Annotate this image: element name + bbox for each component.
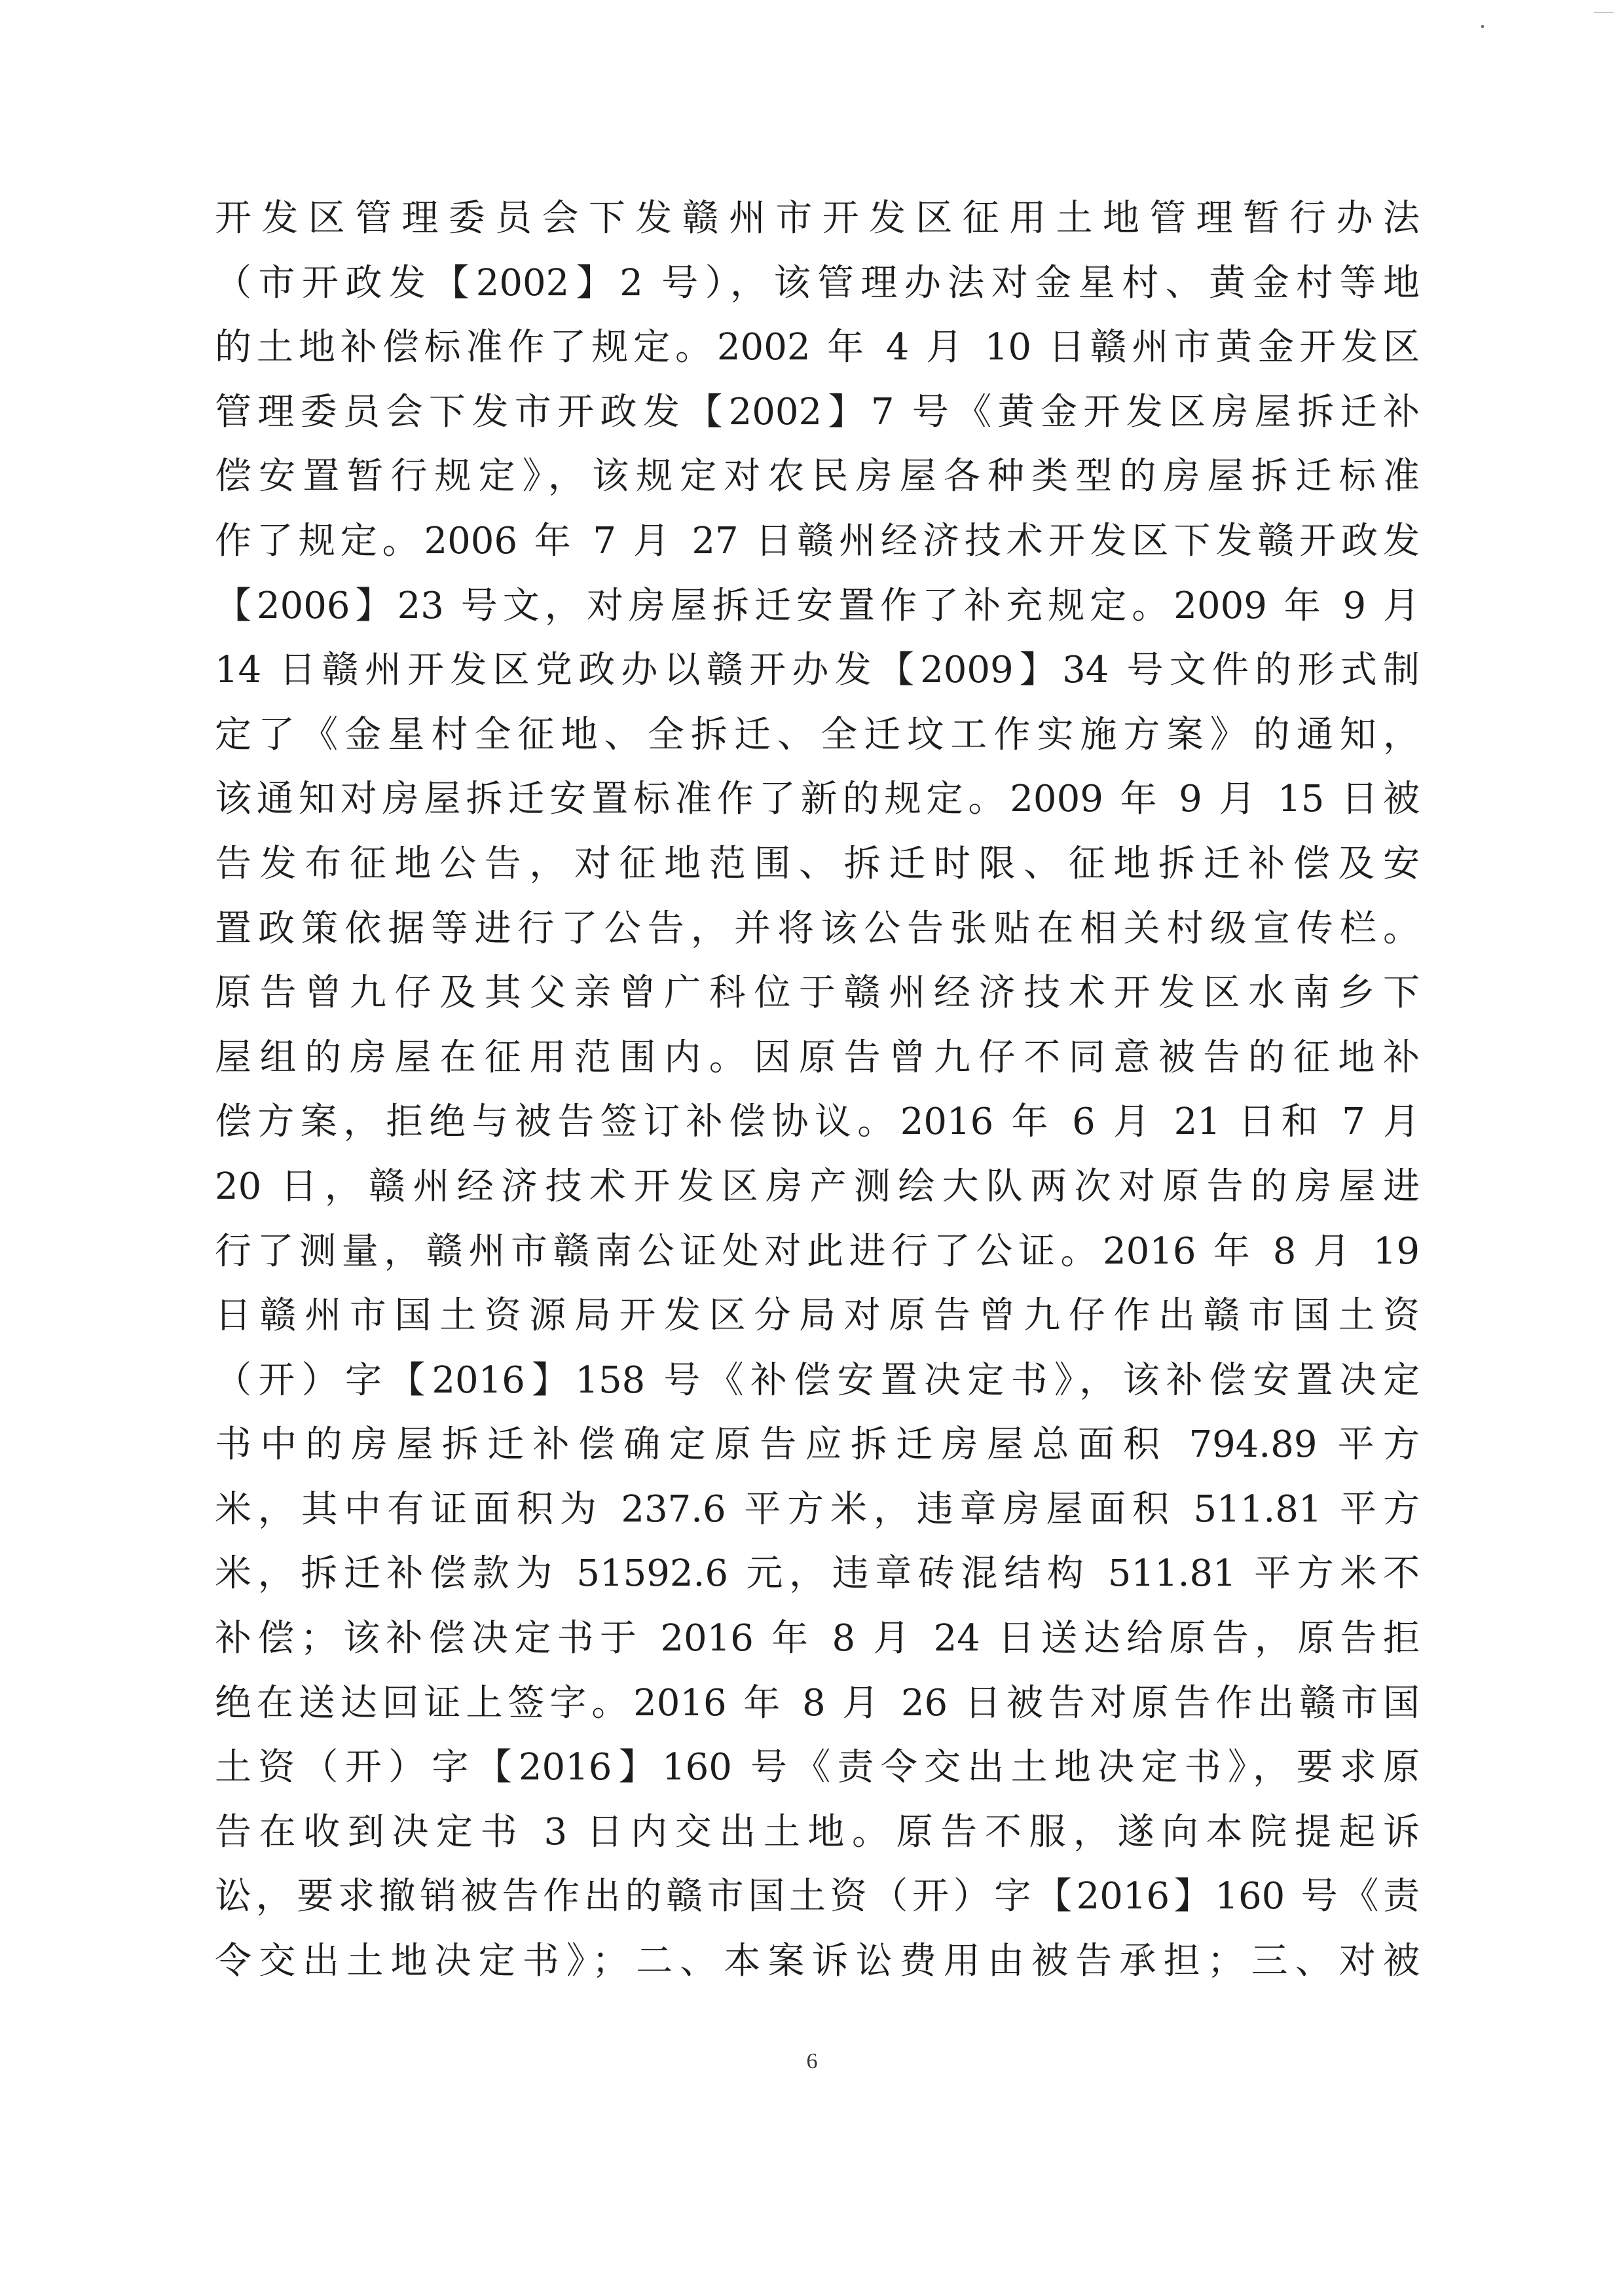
text-line: 土资（开）字【2016】160 号《责令交出土地决定书》，要求原 <box>215 1746 1420 1789</box>
text-line: 米，其中有证面积为 237.6 平方米，违章房屋面积 511.81 平方 <box>215 1487 1420 1531</box>
text-line: 屋组的房屋在征用范围内。因原告曾九仔不同意被告的征地补 <box>215 1036 1420 1079</box>
text-line: 偿安置暂行规定》，该规定对农民房屋各种类型的房屋拆迁标准 <box>215 455 1420 498</box>
text-line: 该通知对房屋拆迁安置标准作了新的规定。2009 年 9 月 15 日被 <box>215 778 1420 821</box>
document-body <box>215 187 1420 1994</box>
text-line: 米，拆迁补偿款为 51592.6 元，违章砖混结构 511.81 平方米不 <box>215 1552 1420 1595</box>
scan-speck <box>1481 25 1484 28</box>
text-line: 的土地补偿标准作了规定。2002 年 4 月 10 日赣州市黄金开发区 <box>215 326 1420 369</box>
text-line: 开发区管理委员会下发赣州市开发区征用土地管理暂行办法 <box>215 197 1420 240</box>
text-line: 补偿；该补偿决定书于 2016 年 8 月 24 日送达给原告，原告拒 <box>215 1617 1420 1660</box>
text-line: 告发布征地公告，对征地范围、拆迁时限、征地拆迁补偿及安 <box>215 842 1420 885</box>
text-line: 20 日，赣州经济技术开发区房产测绘大队两次对原告的房屋进 <box>215 1165 1420 1208</box>
text-line: 【2006】23 号文，对房屋拆迁安置作了补充规定。2009 年 9 月 <box>215 584 1420 627</box>
text-line: （市开政发【2002】2 号），该管理办法对金星村、黄金村等地 <box>215 261 1420 304</box>
text-line: 定了《金星村全征地、全拆迁、全迁坟工作实施方案》的通知， <box>215 713 1420 756</box>
page-number: 6 <box>806 2049 818 2073</box>
text-line: 14 日赣州开发区党政办以赣开办发【2009】34 号文件的形式制 <box>215 649 1420 692</box>
text-line: 管理委员会下发市开政发【2002】7 号《黄金开发区房屋拆迁补 <box>215 390 1420 433</box>
text-line: 行了测量，赣州市赣南公证处对此进行了公证。2016 年 8 月 19 <box>215 1230 1420 1273</box>
text-line: 作了规定。2006 年 7 月 27 日赣州经济技术开发区下发赣开政发 <box>215 519 1420 562</box>
text-line: 置政策依据等进行了公告，并将该公告张贴在相关村级宣传栏。 <box>215 907 1420 950</box>
text-line: 原告曾九仔及其父亲曾广科位于赣州经济技术开发区水南乡下 <box>215 972 1420 1015</box>
text-line: 偿方案，拒绝与被告签订补偿协议。2016 年 6 月 21 日和 7 月 <box>215 1101 1420 1144</box>
text-line: （开）字【2016】158 号《补偿安置决定书》，该补偿安置决定 <box>215 1358 1420 1402</box>
scan-edge-mark <box>1594 12 1614 13</box>
text-line: 告在收到决定书 3 日内交出土地。原告不服，遂向本院提起诉 <box>215 1810 1420 1853</box>
text-line: 书中的房屋拆迁补偿确定原告应拆迁房屋总面积 794.89 平方 <box>215 1423 1420 1467</box>
text-line: 令交出土地决定书》；二、本案诉讼费用由被告承担；三、对被 <box>215 1940 1420 1983</box>
text-line: 日赣州市国土资源局开发区分局对原告曾九仔作出赣市国土资 <box>215 1294 1420 1338</box>
text-line: 讼，要求撤销被告作出的赣市国土资（开）字【2016】160 号《责 <box>215 1875 1420 1918</box>
text-line: 绝在送达回证上签字。2016 年 8 月 26 日被告对原告作出赣市国 <box>215 1681 1420 1724</box>
